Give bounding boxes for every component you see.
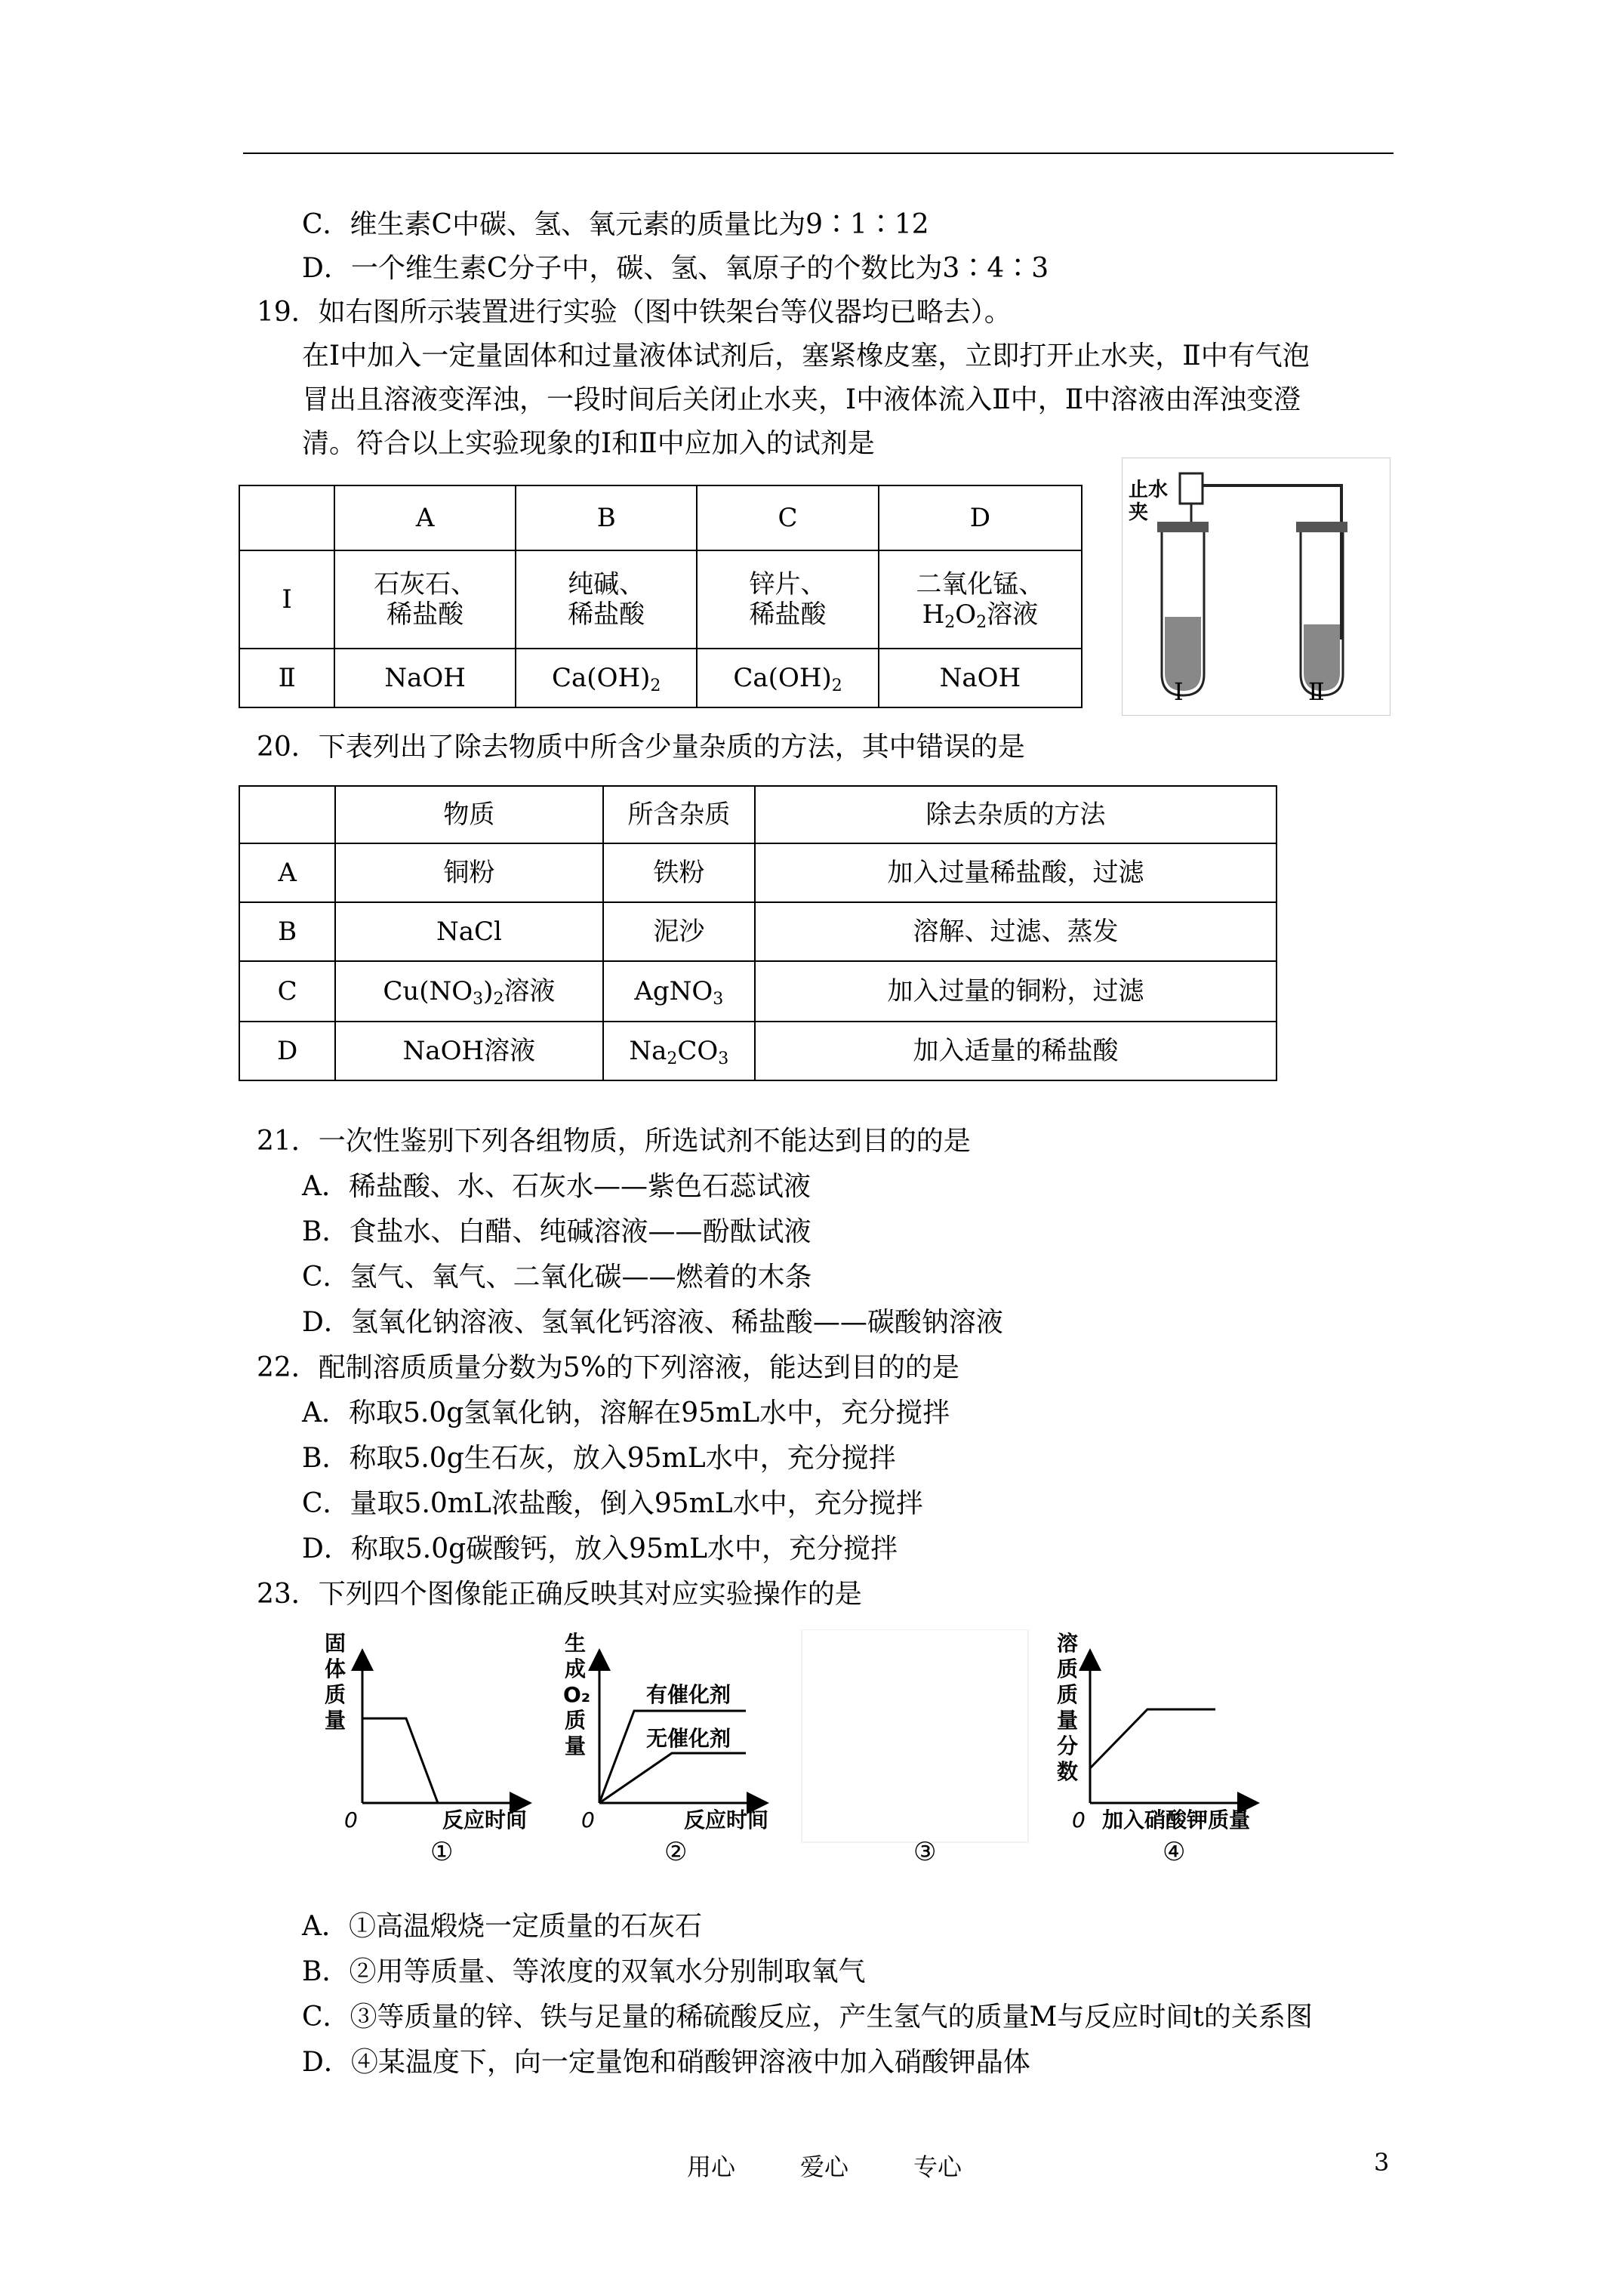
q19-stem-line-3: 冒出且溶液变浑浊，一段时间后关闭止水夹，Ⅰ中液体流入Ⅱ中，Ⅱ中溶液由浑浊变澄: [302, 384, 1301, 415]
g4-ylabel: 数: [1057, 1759, 1079, 1784]
q20-substance: NaCl: [335, 902, 602, 961]
tube-label-II: Ⅱ: [1308, 677, 1325, 706]
q21-option-b: B．食盐水、白醋、纯碱溶液——酚酞试液: [302, 1216, 812, 1247]
tube-label-I: Ⅰ: [1174, 677, 1184, 706]
g2-xlabel: 反应时间: [684, 1808, 769, 1832]
footer-motto-2: 爱心: [800, 2153, 849, 2181]
q20-row-label: A: [239, 843, 335, 902]
q20-stem: 20．下表列出了除去物质中所含少量杂质的方法，其中错误的是: [257, 732, 1025, 763]
q19-row-label-I: Ⅰ: [239, 550, 334, 649]
q20-method: 溶解、过滤、蒸发: [755, 902, 1277, 961]
q22-option-a: A．称取5.0g氢氧化钠，溶解在95mL水中，充分搅拌: [302, 1398, 950, 1428]
graph-1: [325, 1631, 527, 1867]
q22-option-d: D．称取5.0g碳酸钙，放入95mL水中，充分搅拌: [302, 1533, 898, 1564]
g4-xlabel: 加入硝酸钾质量: [1102, 1808, 1251, 1832]
q21-option-d: D．氢氧化钠溶液、氢氧化钙溶液、稀盐酸——碳酸钠溶液: [302, 1307, 1003, 1338]
q23-graphs: [317, 1629, 1298, 1886]
footer-motto-3: 专心: [913, 2153, 962, 2181]
g1-xlabel: 反应时间: [442, 1808, 528, 1832]
q19-stem-line-1: 19．如右图所示装置进行实验（图中铁架台等仪器均已略去）。: [257, 297, 1012, 328]
q19-cell-1b: 纯碱、 稀盐酸: [516, 550, 697, 649]
q19-cell-2c: $Ca(OH)_2$: [697, 649, 878, 707]
q21-option-c: C．氢气、氧气、二氧化碳——燃着的木条: [302, 1262, 812, 1293]
g4-ylabel: 质: [1057, 1682, 1079, 1707]
q20-impurity: 泥沙: [603, 902, 755, 961]
q19-header-a: A: [334, 485, 516, 550]
g4-ylabel: 量: [1057, 1708, 1079, 1733]
q19-cell-1d: 二氧化锰、 $H_2O_2$溶液: [879, 550, 1082, 649]
graph-3: [802, 1629, 1028, 1867]
q20-row-label: D: [239, 1022, 335, 1080]
q19-stem-line-2: 在Ⅰ中加入一定量固体和过量液体试剂后，塞紧橡皮塞，立即打开止水夹，Ⅱ中有气泡: [302, 341, 1310, 371]
footer-motto-1: 用心: [687, 2153, 736, 2181]
g1-ylabel: 质: [325, 1682, 346, 1707]
g2-origin: 0: [581, 1808, 595, 1832]
q20-substance: $Cu(NO_3)_2$溶液: [335, 961, 602, 1022]
g2-ylabel: 生: [565, 1631, 587, 1656]
q21-option-a: A．稀盐酸、水、石灰水——紫色石蕊试液: [302, 1171, 811, 1202]
g4-number: ④: [1163, 1837, 1186, 1867]
q19-apparatus-figure: [1122, 458, 1390, 716]
g4-ylabel: 分: [1057, 1734, 1079, 1758]
q20-header-substance: 物质: [335, 786, 602, 843]
q20-method: 加入过量的铜粉，过滤: [755, 961, 1277, 1022]
q19-cell-1c: 锌片、 稀盐酸: [697, 550, 878, 649]
q18-option-c: C．维生素C中碳、氢、氧元素的质量比为9∶1∶12: [302, 209, 929, 240]
q20-substance: NaOH溶液: [335, 1022, 602, 1080]
g1-origin: 0: [344, 1808, 358, 1832]
q20-header-impurity: 所含杂质: [603, 786, 755, 843]
q20-row-label: B: [239, 902, 335, 961]
q23-option-c: C．③等质量的锌、铁与足量的稀硫酸反应，产生氢气的质量M与反应时间t的关系图: [302, 2002, 1313, 2032]
q20-impurity: AgNO$_3$: [603, 961, 755, 1022]
graph-4: [1057, 1631, 1250, 1867]
g1-ylabel: 固: [325, 1631, 346, 1656]
apparatus-drawing: [1123, 458, 1390, 715]
q20-method: 加入适量的稀盐酸: [755, 1022, 1277, 1080]
g4-origin: 0: [1072, 1808, 1086, 1832]
page-number: 3: [1374, 2148, 1390, 2177]
q23-stem: 23．下列四个图像能正确反映其对应实验操作的是: [257, 1579, 862, 1610]
graph-2: [563, 1631, 768, 1867]
g2-curve-no-catalyst: 无催化剂: [646, 1726, 731, 1751]
q19-cell-2b: $Ca(OH)_2$: [516, 649, 697, 707]
q19-reagent-table: [239, 485, 1083, 708]
g3-number: ③: [913, 1837, 937, 1867]
q19-row-label-II: Ⅱ: [239, 649, 334, 707]
q20-impurity-table: [239, 785, 1277, 1081]
q22-option-c: C．量取5.0mL浓盐酸，倒入95mL水中，充分搅拌: [302, 1488, 923, 1519]
q22-option-b: B．称取5.0g生石灰，放入95mL水中，充分搅拌: [302, 1443, 896, 1474]
q22-stem: 22．配制溶质质量分数为5%的下列溶液，能达到目的的是: [257, 1352, 959, 1383]
q23-option-b: B．②用等质量、等浓度的双氧水分别制取氧气: [302, 1956, 866, 1987]
g2-ylabel: 成: [565, 1657, 587, 1681]
q19-stem-line-4: 清。符合以上实验现象的Ⅰ和Ⅱ中应加入的试剂是: [302, 428, 875, 459]
q19-header-c: C: [697, 485, 878, 550]
q18-option-d: D．一个维生素C分子中，碳、氢、氧原子的个数比为3∶4∶3: [302, 253, 1049, 284]
q19-cell-1a: 石灰石、 稀盐酸: [334, 550, 516, 649]
g4-ylabel: 质: [1057, 1657, 1079, 1681]
g2-ylabel: O₂: [563, 1682, 591, 1707]
q19-header-d: D: [879, 485, 1082, 550]
q20-substance: 铜粉: [335, 843, 602, 902]
q19-corner-cell: [239, 485, 334, 550]
q20-impurity: 铁粉: [603, 843, 755, 902]
g1-ylabel: 体: [325, 1657, 346, 1681]
q23-option-a: A．①高温煅烧一定质量的石灰石: [302, 1911, 702, 1942]
q20-corner-cell: [239, 786, 335, 843]
q19-cell-2a: NaOH: [334, 649, 516, 707]
g1-number: ①: [430, 1837, 454, 1867]
q21-stem: 21．一次性鉴别下列各组物质，所选试剂不能达到目的的是: [257, 1126, 971, 1157]
q23-option-d: D．④某温度下，向一定量饱和硝酸钾溶液中加入硝酸钾晶体: [302, 2047, 1030, 2078]
q19-cell-2d: NaOH: [879, 649, 1082, 707]
g2-number: ②: [664, 1837, 688, 1867]
g2-ylabel: 质: [565, 1708, 587, 1733]
q23-graphs-panel: [317, 1629, 1298, 1886]
g1-ylabel: 量: [325, 1708, 346, 1733]
clamp-label-2: 夹: [1129, 501, 1149, 524]
header-rule: [243, 153, 1394, 154]
q20-method: 加入过量稀盐酸，过滤: [755, 843, 1277, 902]
g2-ylabel: 量: [565, 1734, 587, 1758]
clamp-label-1: 止水: [1129, 479, 1169, 501]
q19-header-b: B: [516, 485, 697, 550]
q20-header-method: 除去杂质的方法: [755, 786, 1277, 843]
q20-impurity: $Na_2CO_3$: [603, 1022, 755, 1080]
g4-ylabel: 溶: [1057, 1631, 1079, 1656]
g2-curve-catalyst: 有催化剂: [646, 1682, 731, 1707]
q20-row-label: C: [239, 961, 335, 1022]
